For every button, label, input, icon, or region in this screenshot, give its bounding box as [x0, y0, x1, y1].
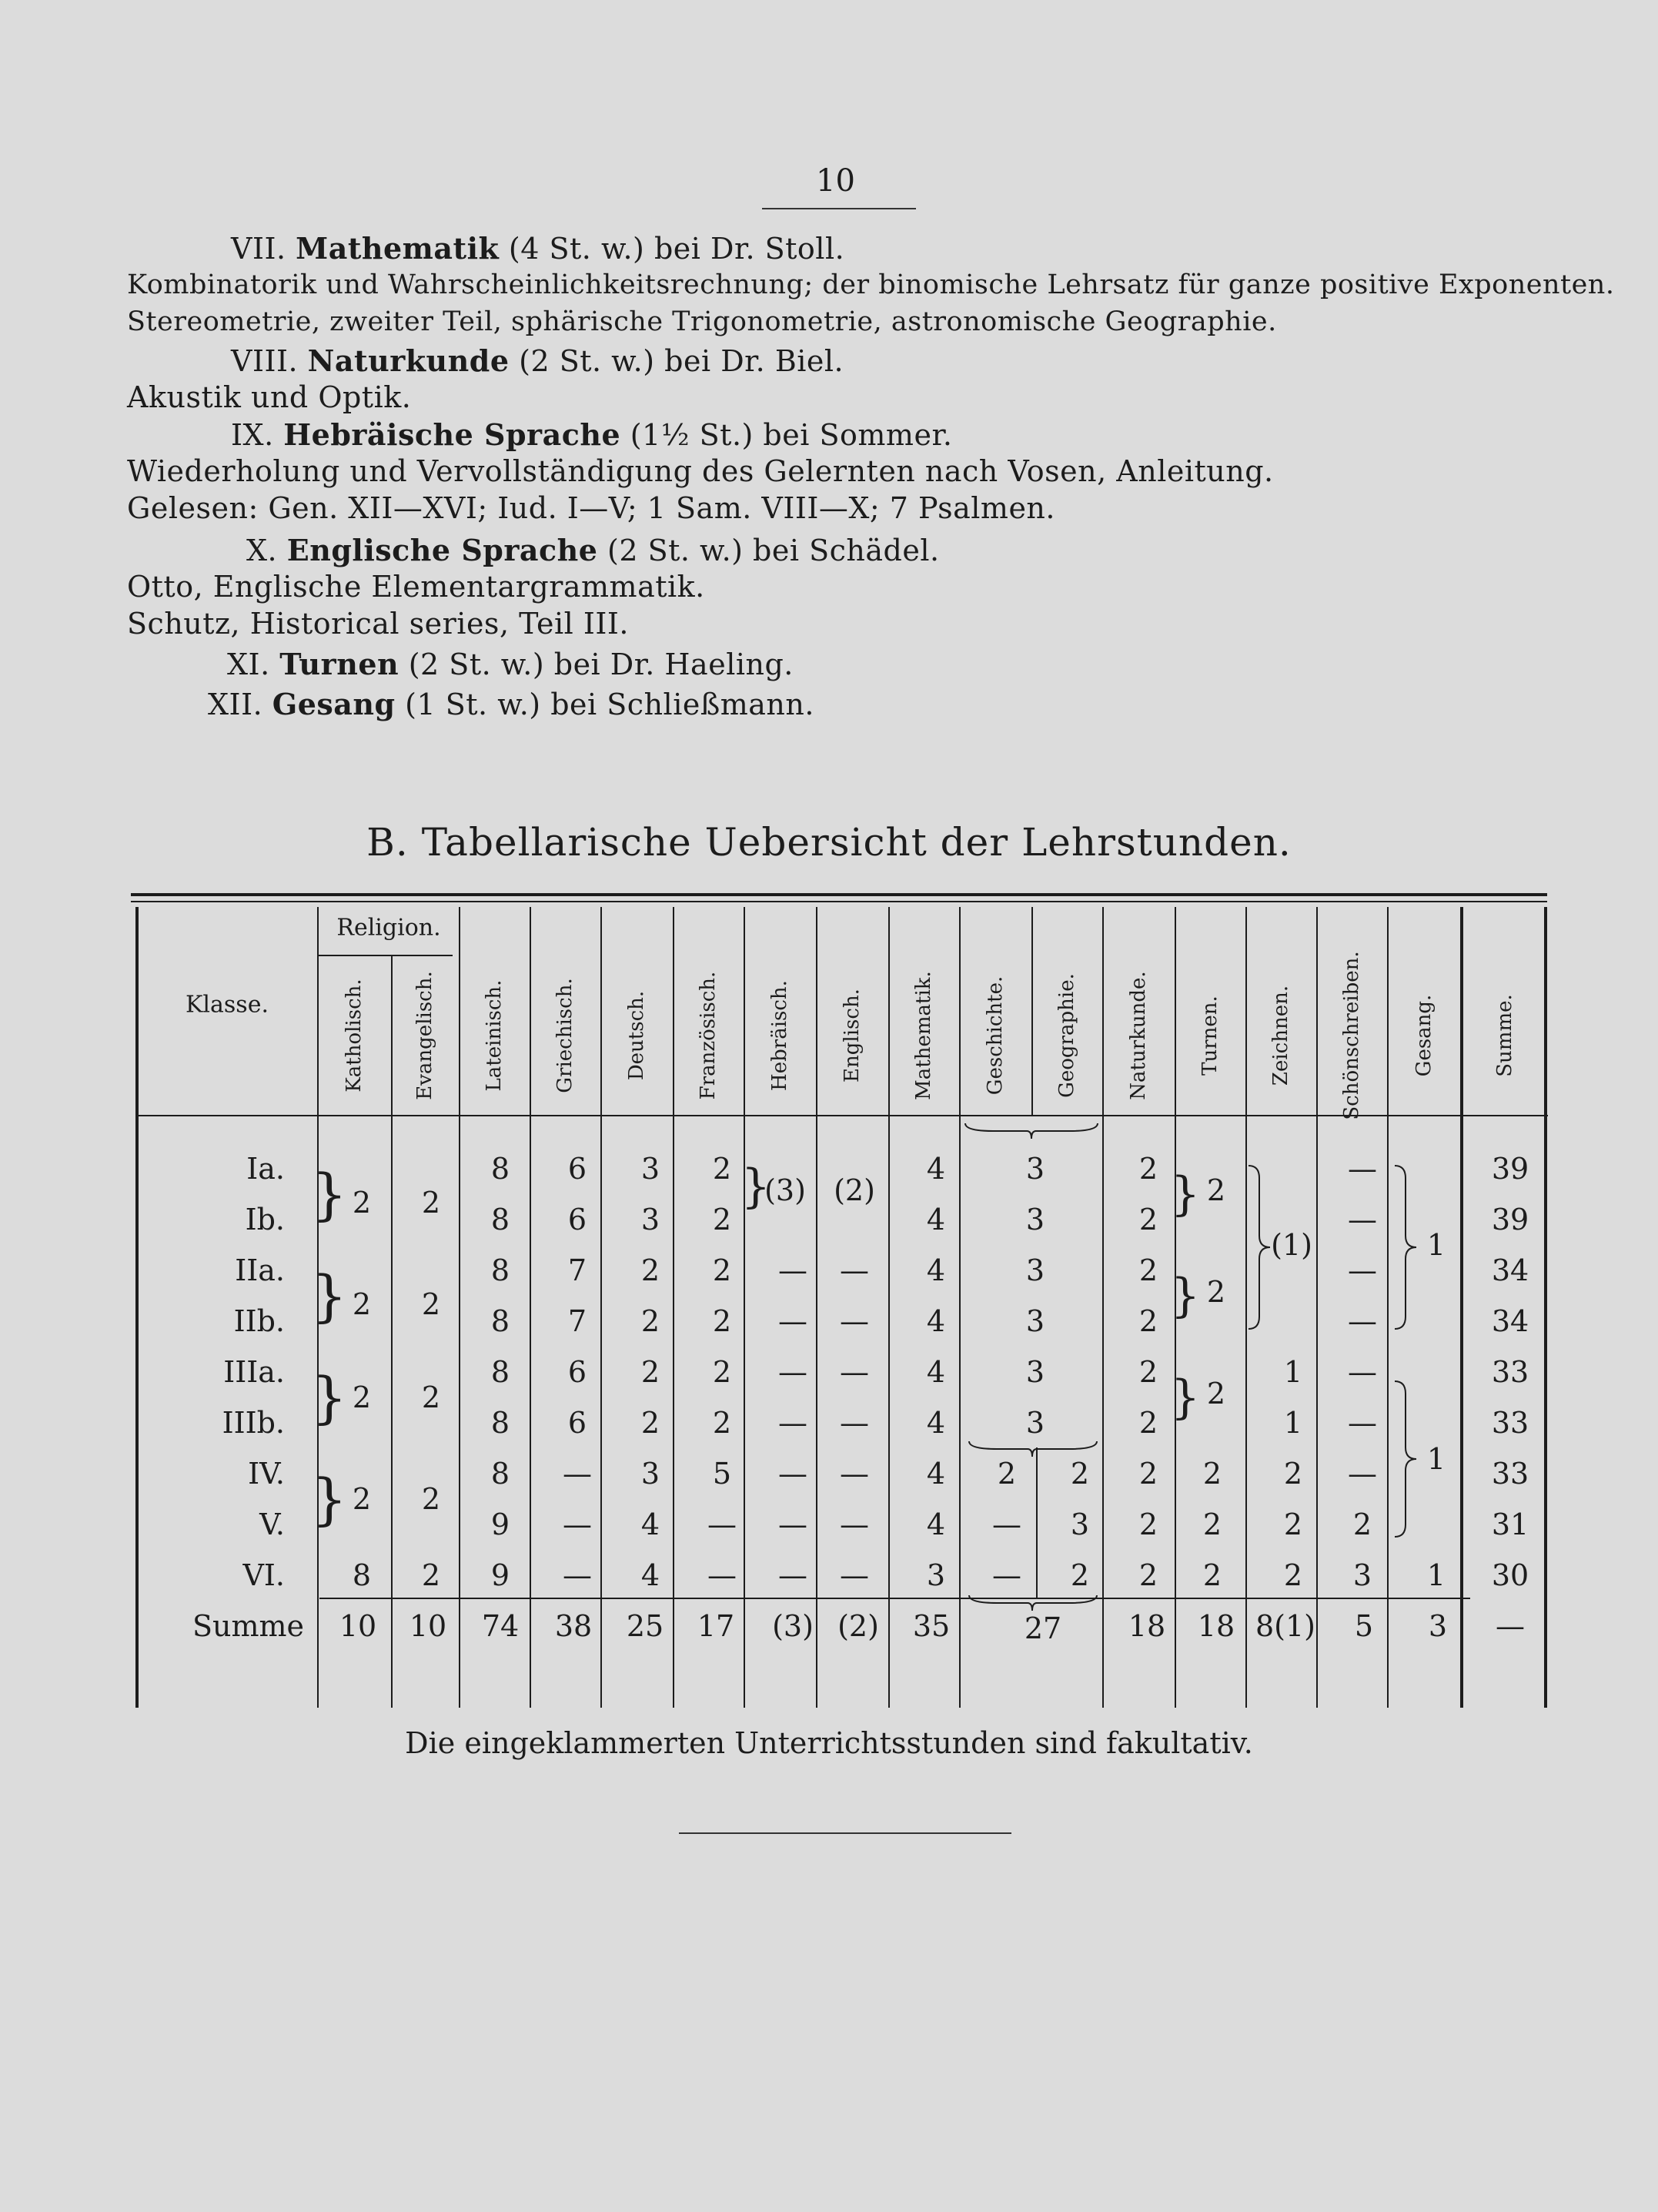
cell-geschichte: 2 [997, 1457, 1017, 1491]
summe-row-cell: 8(1) [1255, 1609, 1316, 1643]
col-rule [459, 907, 460, 1708]
col-rule [744, 907, 745, 1708]
cell-summe: 39 [1491, 1203, 1529, 1237]
header-bottom-rule [135, 1115, 1548, 1116]
section-x-line2: Schutz, Historical series, Teil III. [127, 607, 629, 641]
header-franzoesisch: Französisch. [697, 971, 720, 1100]
cell-mathematik: 4 [926, 1203, 946, 1237]
cell-deutsch: 2 [640, 1355, 660, 1389]
cell-mathematik: 3 [926, 1558, 946, 1592]
cell-franzoesisch: 5 [712, 1457, 732, 1491]
cell-hebraeisch: (3) [764, 1173, 806, 1207]
cell-geographie: 2 [1070, 1558, 1090, 1592]
cell-englisch: — [840, 1304, 869, 1338]
header-mathematik: Mathematik. [912, 971, 935, 1100]
cell-mathematik: 4 [926, 1355, 946, 1389]
cell-latein: 8 [490, 1406, 510, 1440]
col-rule [1031, 907, 1033, 1115]
cell-geschichte: — [992, 1558, 1021, 1592]
cell-zeichnen: 2 [1283, 1508, 1303, 1541]
cell-geographie: 3 [1070, 1508, 1090, 1541]
col-rule [391, 955, 393, 1708]
brace-icon: } [1170, 1167, 1201, 1221]
col-rule [816, 907, 817, 1708]
brace-icon: } [1170, 1269, 1201, 1323]
header-zeichnen: Zeichnen. [1269, 985, 1292, 1086]
cell-gesang: 1 [1426, 1558, 1446, 1592]
cell-gesch-geo: 3 [1025, 1304, 1045, 1338]
brace-icon: } [312, 1162, 347, 1226]
cell-zeichnen: 2 [1283, 1558, 1303, 1592]
cell-latein: 8 [490, 1355, 510, 1389]
cell-latein: 8 [490, 1152, 510, 1186]
cell-summe: 34 [1491, 1253, 1529, 1287]
cell-evangelisch: 2 [421, 1380, 441, 1414]
cell-englisch: — [840, 1253, 869, 1287]
cell-naturkunde: 2 [1138, 1152, 1158, 1186]
cell-schoenschreiben: — [1348, 1152, 1377, 1186]
cell-latein: 9 [490, 1508, 510, 1541]
section-ix-line2: Gelesen: Gen. XII—XVI; Iud. I—V; 1 Sam. VIII—X; 7 Psalmen. [127, 491, 1055, 525]
page-number: 10 [816, 163, 855, 199]
cell-naturkunde: 2 [1138, 1304, 1158, 1338]
summe-row-cell: (3) [772, 1609, 814, 1643]
cell-zeichnen: 1 [1283, 1355, 1303, 1389]
cell-evangelisch: 2 [421, 1558, 441, 1592]
cell-latein: 8 [490, 1457, 510, 1491]
brace-icon: } [740, 1160, 771, 1213]
summe-row-cell: 18 [1197, 1609, 1235, 1643]
cell-deutsch: 2 [640, 1253, 660, 1287]
section-vii-line2: Stereometrie, zweiter Teil, sphärische Trigonometrie, astronomische Geographie. [127, 306, 1277, 337]
cell-hebraeisch: — [778, 1457, 807, 1491]
cell-turnen: 2 [1206, 1275, 1226, 1309]
cell-schoenschreiben: — [1348, 1355, 1377, 1389]
cell-mathematik: 4 [926, 1406, 946, 1440]
section-viii: VIII. Naturkunde (2 St. w.) bei Dr. Biel. [231, 343, 844, 378]
table-left-rule [135, 907, 139, 1708]
cell-summe: 31 [1491, 1508, 1529, 1541]
cell-summe: 33 [1491, 1457, 1529, 1491]
summe-row-cell: 3 [1428, 1609, 1448, 1643]
col-rule [530, 907, 531, 1708]
cell-englisch: — [840, 1355, 869, 1389]
cell-griechisch: 7 [567, 1304, 587, 1338]
summe-row-cell: 74 [481, 1609, 520, 1643]
cell-griechisch: 6 [567, 1406, 587, 1440]
table-right-rule [1544, 907, 1547, 1708]
footnote: Die eingeklammerten Unterrichtsstunden sind fakultativ. [405, 1726, 1253, 1760]
cell-deutsch: 2 [640, 1406, 660, 1440]
cell-mathematik: 4 [926, 1457, 946, 1491]
cell-gesch-geo: 3 [1025, 1253, 1045, 1287]
col-rule [888, 907, 890, 1708]
cell-summe: 34 [1491, 1304, 1529, 1338]
cell-summe: 30 [1491, 1558, 1529, 1592]
header-naturkunde: Naturkunde. [1127, 971, 1150, 1100]
header-gesang: Gesang. [1412, 994, 1436, 1077]
cell-englisch: — [840, 1406, 869, 1440]
summe-row-cell: 10 [409, 1609, 447, 1643]
header-katholisch: Katholisch. [343, 979, 366, 1093]
cell-naturkunde: 2 [1138, 1355, 1158, 1389]
section-vii-line1: Kombinatorik und Wahrscheinlichkeitsrechnung; der binomische Lehrsatz für ganze positive Exponenten. [127, 269, 1615, 300]
class-label: Ib. [245, 1203, 285, 1237]
header-schoenschreiben: Schönschreiben. [1340, 951, 1363, 1120]
brace-icon: } [312, 1365, 347, 1430]
section-vii: VII. Mathematik (4 St. w.) bei Dr. Stoll. [231, 231, 845, 266]
cell-deutsch: 3 [640, 1457, 660, 1491]
cell-turnen: 2 [1206, 1173, 1226, 1207]
cell-turnen: 2 [1206, 1377, 1226, 1411]
cell-franzoesisch: 2 [712, 1406, 732, 1440]
summe-row-cell: 25 [626, 1609, 664, 1643]
cell-katholisch: 2 [352, 1482, 372, 1516]
cell-gesch-geo: 3 [1025, 1406, 1045, 1440]
col-rule [673, 907, 674, 1708]
header-lateinisch: Lateinisch. [483, 979, 506, 1092]
brace-icon: } [312, 1467, 347, 1531]
section-xii: XII. Gesang (1 St. w.) bei Schließmann. [208, 687, 814, 721]
cell-schoenschreiben: 2 [1352, 1508, 1372, 1541]
cell-deutsch: 4 [640, 1508, 660, 1541]
cell-franzoesisch: 2 [712, 1304, 732, 1338]
summe-row-cell: 5 [1354, 1609, 1374, 1643]
class-label: IIIa. [223, 1355, 285, 1389]
cell-hebraeisch: — [778, 1406, 807, 1440]
cell-englisch: — [840, 1457, 869, 1491]
table-top-rule-2 [131, 901, 1547, 902]
cell-gesch-geo: 3 [1025, 1152, 1045, 1186]
header-geschichte: Geschichte. [984, 975, 1007, 1096]
header-geographie: Geographie. [1055, 973, 1078, 1098]
section-ix-line1: Wiederholung und Vervollständigung des Gelernten nach Vosen, Anleitung. [127, 454, 1274, 488]
summe-row-cell: 10 [339, 1609, 377, 1643]
summe-row-cell: 17 [697, 1609, 735, 1643]
cell-latein: 9 [490, 1558, 510, 1592]
header-deutsch: Deutsch. [625, 990, 648, 1081]
cell-franzoesisch: 2 [712, 1355, 732, 1389]
cell-naturkunde: 2 [1138, 1406, 1158, 1440]
header-hebraeisch: Hebräisch. [768, 980, 791, 1091]
class-label: IIb. [233, 1304, 285, 1338]
brace-top-icon [962, 1120, 1101, 1143]
cell-griechisch: 7 [567, 1253, 587, 1287]
table-top-rule-1 [131, 893, 1547, 896]
cell-schoenschreiben: 3 [1352, 1558, 1372, 1592]
cell-gesch-geo: 3 [1025, 1203, 1045, 1237]
cell-latein: 8 [490, 1304, 510, 1338]
cell-katholisch: 2 [352, 1380, 372, 1414]
cell-schoenschreiben: — [1348, 1253, 1377, 1287]
section-x-line1: Otto, Englische Elementargrammatik. [127, 570, 705, 604]
cell-hebraeisch: — [778, 1508, 807, 1541]
col-rule [1102, 907, 1104, 1708]
cell-franzoesisch: 2 [712, 1152, 732, 1186]
cell-summe: 33 [1491, 1406, 1529, 1440]
cell-franzoesisch: 2 [712, 1253, 732, 1287]
brace-icon: } [312, 1263, 347, 1328]
summe-row-cell: — [1496, 1609, 1525, 1643]
header-englisch: Englisch. [841, 989, 864, 1083]
cell-mathematik: 4 [926, 1508, 946, 1541]
cell-griechisch: 6 [567, 1355, 587, 1389]
cell-summe: 33 [1491, 1355, 1529, 1389]
cell-schoenschreiben: — [1348, 1457, 1377, 1491]
cell-mathematik: 4 [926, 1253, 946, 1287]
cell-griechisch: 6 [567, 1203, 587, 1237]
cell-gesch-geo: 3 [1025, 1355, 1045, 1389]
summe-top-rule [319, 1598, 1470, 1599]
cell-englisch: — [840, 1558, 869, 1592]
cell-mathematik: 4 [926, 1152, 946, 1186]
cell-hebraeisch: — [778, 1304, 807, 1338]
class-label: V. [259, 1508, 285, 1541]
cell-schoenschreiben: — [1348, 1406, 1377, 1440]
cell-turnen: 2 [1202, 1508, 1222, 1541]
summe-row-cell: (2) [837, 1609, 879, 1643]
cell-evangelisch: 2 [421, 1186, 441, 1220]
cell-deutsch: 3 [640, 1203, 660, 1237]
class-label: VI. [242, 1558, 285, 1592]
header-turnen: Turnen. [1198, 996, 1222, 1076]
brace-icon: } [1170, 1370, 1201, 1424]
cell-katholisch: 2 [352, 1287, 372, 1321]
cell-gesang: 1 [1426, 1442, 1446, 1476]
cell-hebraeisch: — [778, 1253, 807, 1287]
cell-englisch: (2) [834, 1173, 875, 1207]
summe-row-cell: 18 [1128, 1609, 1166, 1643]
cell-griechisch: — [563, 1457, 592, 1491]
cell-naturkunde: 2 [1138, 1203, 1158, 1237]
cell-turnen: 2 [1202, 1457, 1222, 1491]
cell-franzoesisch: — [707, 1508, 737, 1541]
header-evangelisch: Evangelisch. [413, 971, 436, 1100]
cell-schoenschreiben: — [1348, 1304, 1377, 1338]
table-caption: B. Tabellarische Uebersicht der Lehrstunden. [366, 820, 1292, 865]
cell-geographie: 2 [1070, 1457, 1090, 1491]
cell-hebraeisch: — [778, 1558, 807, 1592]
class-label: IIIb. [222, 1406, 285, 1440]
class-label: Ia. [246, 1152, 285, 1186]
cell-deutsch: 4 [640, 1558, 660, 1592]
summe-row-cell: 35 [912, 1609, 951, 1643]
brace-icon [1392, 1378, 1422, 1540]
col-rule [600, 907, 602, 1708]
summe-row-cell: 38 [554, 1609, 593, 1643]
religion-subrule [317, 955, 453, 956]
summe-row-cell: 27 [1024, 1611, 1062, 1645]
cell-griechisch: 6 [567, 1152, 587, 1186]
section-viii-line1: Akustik und Optik. [127, 380, 412, 414]
header-religion: Religion. [336, 914, 441, 942]
cell-naturkunde: 2 [1138, 1253, 1158, 1287]
cell-zeichnen: 2 [1283, 1457, 1303, 1491]
section-ix: IX. Hebräische Sprache (1½ St.) bei Sommer. [231, 417, 953, 452]
cell-latein: 8 [490, 1203, 510, 1237]
summe-divider-rule [1460, 907, 1463, 1708]
cell-summe: 39 [1491, 1152, 1529, 1186]
cell-hebraeisch: — [778, 1355, 807, 1389]
cell-naturkunde: 2 [1138, 1558, 1158, 1592]
col-rule [1387, 907, 1389, 1708]
cell-latein: 8 [490, 1253, 510, 1287]
header-klasse: Klasse. [186, 991, 269, 1019]
cell-griechisch: — [563, 1558, 592, 1592]
class-label: IV. [248, 1457, 285, 1491]
cell-mathematik: 4 [926, 1304, 946, 1338]
cell-katholisch: 8 [352, 1558, 372, 1592]
cell-evangelisch: 2 [421, 1482, 441, 1516]
end-rule [679, 1832, 1011, 1834]
cell-geschichte: — [992, 1508, 1021, 1541]
header-griechisch: Griechisch. [553, 978, 577, 1093]
cell-naturkunde: 2 [1138, 1457, 1158, 1491]
cell-naturkunde: 2 [1138, 1508, 1158, 1541]
summe-label: Summe [192, 1609, 304, 1643]
col-rule [1036, 1447, 1038, 1598]
section-x: X. Englische Sprache (2 St. w.) bei Schädel. [246, 533, 940, 567]
cell-franzoesisch: 2 [712, 1203, 732, 1237]
cell-katholisch: 2 [352, 1186, 372, 1220]
cell-deutsch: 2 [640, 1304, 660, 1338]
cell-turnen: 2 [1202, 1558, 1222, 1592]
class-label: IIa. [235, 1253, 285, 1287]
cell-zeichnen: 1 [1283, 1406, 1303, 1440]
cell-englisch: — [840, 1508, 869, 1541]
col-rule [1316, 907, 1318, 1708]
cell-zeichnen: (1) [1271, 1228, 1312, 1262]
section-xi: XI. Turnen (2 St. w.) bei Dr. Haeling. [227, 647, 794, 681]
cell-franzoesisch: — [707, 1558, 737, 1592]
cell-griechisch: — [563, 1508, 592, 1541]
col-rule [959, 907, 961, 1708]
cell-deutsch: 3 [640, 1152, 660, 1186]
cell-evangelisch: 2 [421, 1287, 441, 1321]
header-summe: Summe. [1493, 994, 1516, 1077]
cell-gesang: 1 [1426, 1228, 1446, 1262]
cell-schoenschreiben: — [1348, 1203, 1377, 1237]
brace-icon [1392, 1163, 1422, 1332]
